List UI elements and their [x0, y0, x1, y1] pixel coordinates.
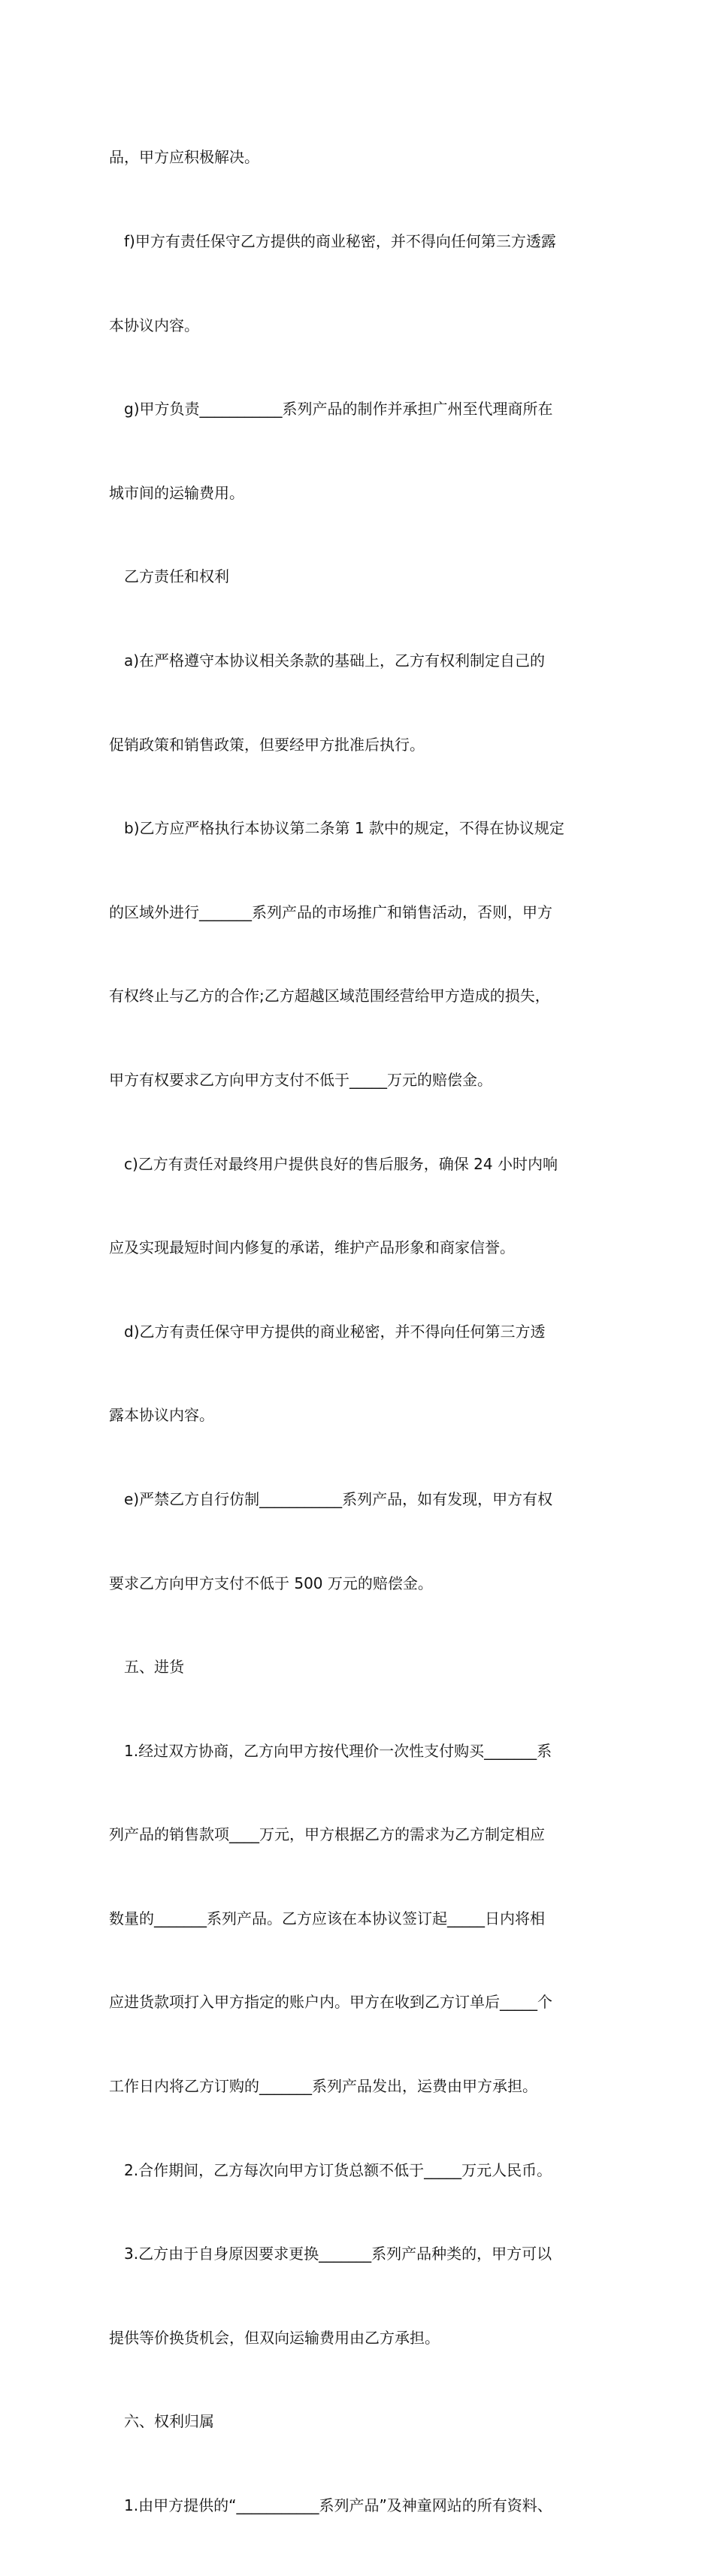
text-line: 本协议内容。 [109, 316, 199, 334]
text-line: 有权终止与乙方的合作;乙方超越区域范围经营给甲方造成的损失， [109, 987, 550, 1005]
text-line: 应及实现最短时间内修复的承诺，维护产品形象和商家信誉。 [109, 1238, 515, 1257]
text-line: 要求乙方向甲方支付不低于 500 万元的赔偿金。 [109, 1574, 433, 1592]
text-line: 3.乙方由于自身原因要求更换_______系列产品种类的，甲方可以 [124, 2245, 552, 2263]
text-line: 数量的_______系列产品。乙方应该在本协议签订起_____日内将相 [109, 1909, 545, 1927]
text-line: 品，甲方应积极解决。 [109, 148, 259, 167]
text-line: f)甲方有责任保守乙方提供的商业秘密，并不得向任何第三方透露 [124, 232, 556, 250]
text-line: g)甲方负责___________系列产品的制作并承担广州至代理商所在 [124, 400, 553, 419]
text-line: a)在严格遵守本协议相关条款的基础上，乙方有权利制定自己的 [124, 651, 546, 670]
text-line: 促销政策和销售政策，但要经甲方批准后执行。 [109, 735, 425, 754]
text-line: 露本协议内容。 [109, 1406, 214, 1425]
document-body [109, 88, 620, 2576]
text-line: d)乙方有责任保守甲方提供的商业秘密，并不得向任何第三方透 [124, 1322, 546, 1341]
section-heading: 六、权利归属 [124, 2412, 214, 2431]
text-line: 2.合作期间，乙方每次向甲方订货总额不低于_____万元人民币。 [124, 2160, 552, 2179]
text-line: 1.由甲方提供的“___________系列产品”及神童网站的所有资料、 [124, 2496, 552, 2515]
text-line: 提供等价换货机会，但双向运输费用由乙方承担。 [109, 2328, 440, 2347]
text-line: e)严禁乙方自行仿制___________系列产品，如有发现，甲方有权 [124, 1489, 553, 1508]
text-line: 的区域外进行_______系列产品的市场推广和销售活动，否则，甲方 [109, 903, 552, 921]
text-line: 1.经过双方协商，乙方向甲方按代理价一次性支付购买_______系 [124, 1741, 552, 1760]
section-heading: 乙方责任和权利 [124, 567, 229, 586]
text-line: b)乙方应严格执行本协议第二条第 1 款中的规定，不得在协议规定 [124, 819, 564, 838]
text-line: c)乙方有责任对最终用户提供良好的售后服务，确保 24 小时内响 [124, 1154, 558, 1173]
text-line: 城市间的运输费用。 [109, 483, 244, 502]
text-line: 工作日内将乙方订购的_______系列产品发出，运费由甲方承担。 [109, 2077, 537, 2096]
text-line: 列产品的销售款项____万元，甲方根据乙方的需求为乙方制定相应 [109, 1825, 545, 1844]
text-line: 甲方有权要求乙方向甲方支付不低于_____万元的赔偿金。 [109, 1070, 492, 1089]
text-line: 应进货款项打入甲方指定的账户内。甲方在收到乙方订单后_____个 [109, 1993, 552, 2012]
section-heading: 五、进货 [124, 1658, 184, 1677]
